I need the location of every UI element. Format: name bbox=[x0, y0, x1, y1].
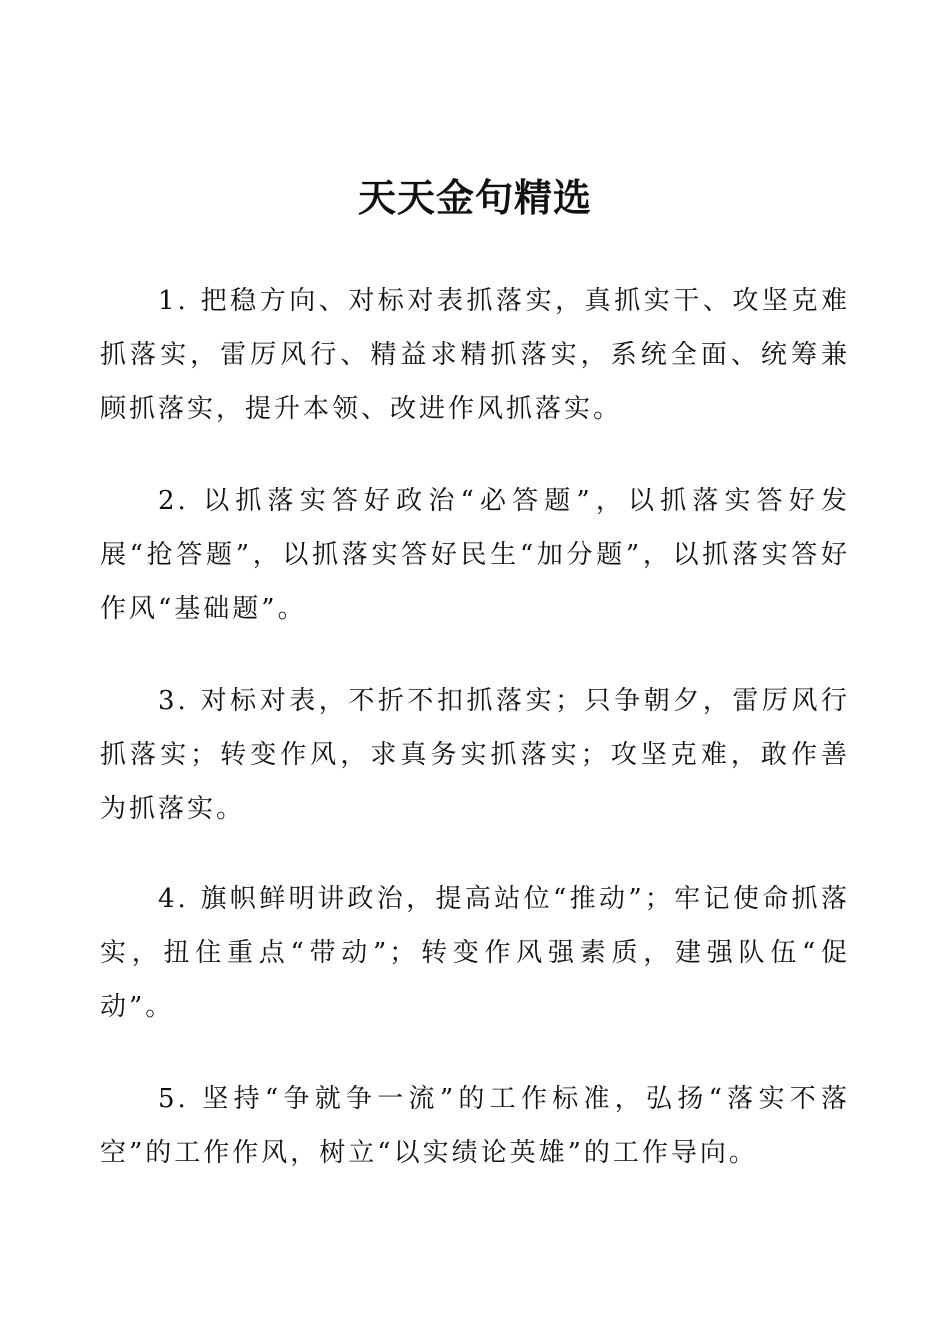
paragraph-4: 4. 旗帜鲜明讲政治，提高站位“推动”；牢记使命抓落实，扭住重点“带动”；转变作风强素质，建强队伍“促动”。 bbox=[100, 884, 850, 1022]
paragraph-3: 3. 对标对表，不折不扣抓落实；只争朝夕，雷厉风行抓落实；转变作风，求真务实抓落实；攻坚克难，敢作善为抓落实。 bbox=[100, 686, 850, 824]
document-title: 天天金句精选 bbox=[357, 175, 592, 220]
paragraph-1: 1. 把稳方向、对标对表抓落实，真抓实干、攻坚克难抓落实，雷厉风行、精益求精抓落实，系统全面、统筹兼顾抓落实，提升本领、改进作风抓落实。 bbox=[100, 286, 850, 424]
paragraph-2: 2. 以抓落实答好政治“必答题”，以抓落实答好发展“抢答题”，以抓落实答好民生“加分题”，以抓落实答好作风“基础题”。 bbox=[100, 486, 850, 624]
paragraph-5: 5. 坚持“争就争一流”的工作标准，弘扬“落实不落空”的工作作风，树立“以实绩论英雄”的工作导向。 bbox=[100, 1084, 850, 1168]
